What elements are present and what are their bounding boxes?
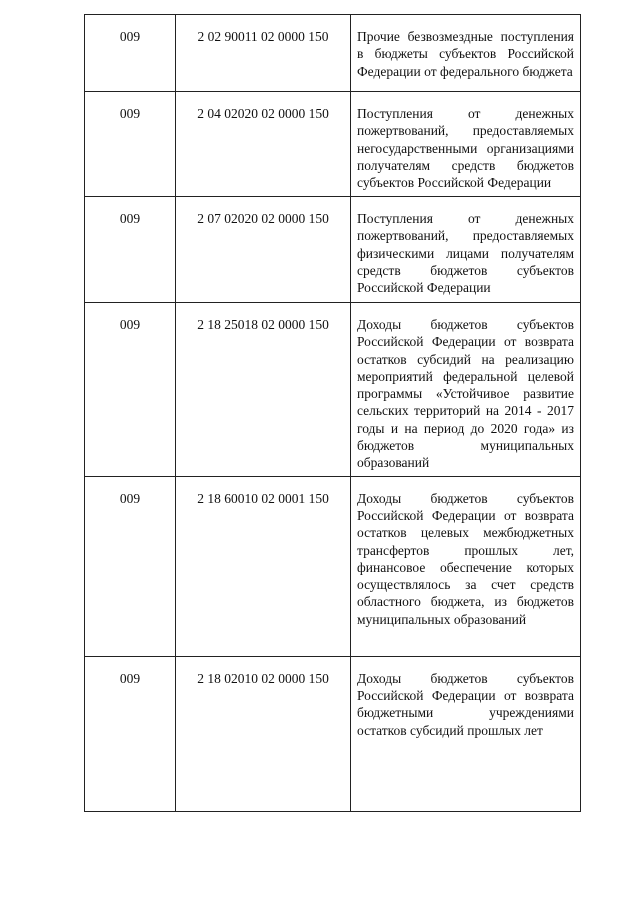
budget-code-cell: 2 02 90011 02 0000 150 — [176, 15, 351, 92]
revenue-name-cell: Доходы бюджетов субъектов Российской Федерации от возврата бюджетными учреждениями остатков субсидий прошлых лет — [351, 656, 581, 811]
table-row — [85, 92, 581, 197]
table-row — [85, 656, 581, 811]
budget-code-cell: 2 18 02010 02 0000 150 — [176, 656, 351, 811]
revenue-name-cell: Доходы бюджетов субъектов Российской Федерации от возврата остатков целевых межбюджетных трансфертов прошлых лет, финансовое обеспечение которых осуществлялось за счет средств областного бюджета, из бюджетов муниципальных образований — [351, 476, 581, 656]
table-row — [85, 15, 581, 92]
budget-code-cell: 2 04 02020 02 0000 150 — [176, 92, 351, 197]
admin-code-cell: 009 — [85, 197, 176, 303]
revenue-name-cell: Поступления от денежных пожертвований, предоставляемых физическими лицами получателям средств бюджетов субъектов Российской Федерации — [351, 197, 581, 303]
budget-revenue-table — [84, 14, 581, 812]
admin-code-cell: 009 — [85, 656, 176, 811]
table-row — [85, 303, 581, 477]
revenue-name-cell: Доходы бюджетов субъектов Российской Федерации от возврата остатков субсидий на реализацию мероприятий федеральной целевой программы «Устойчивое развитие сельских территорий на 2014 - 2017 годы и на период до 2020 года» из бюджетов муниципальных образований — [351, 303, 581, 477]
revenue-name-cell: Прочие безвозмездные поступления в бюджеты субъектов Российской Федерации от федерального бюджета — [351, 15, 581, 92]
budget-code-cell: 2 07 02020 02 0000 150 — [176, 197, 351, 303]
admin-code-cell: 009 — [85, 92, 176, 197]
table-row — [85, 476, 581, 656]
admin-code-cell: 009 — [85, 303, 176, 477]
table-row — [85, 197, 581, 303]
revenue-name-cell: Поступления от денежных пожертвований, предоставляемых негосударственными организациями получателям средств бюджетов субъектов Российской Федерации — [351, 92, 581, 197]
budget-code-cell: 2 18 25018 02 0000 150 — [176, 303, 351, 477]
admin-code-cell: 009 — [85, 15, 176, 92]
budget-code-cell: 2 18 60010 02 0001 150 — [176, 476, 351, 656]
admin-code-cell: 009 — [85, 476, 176, 656]
